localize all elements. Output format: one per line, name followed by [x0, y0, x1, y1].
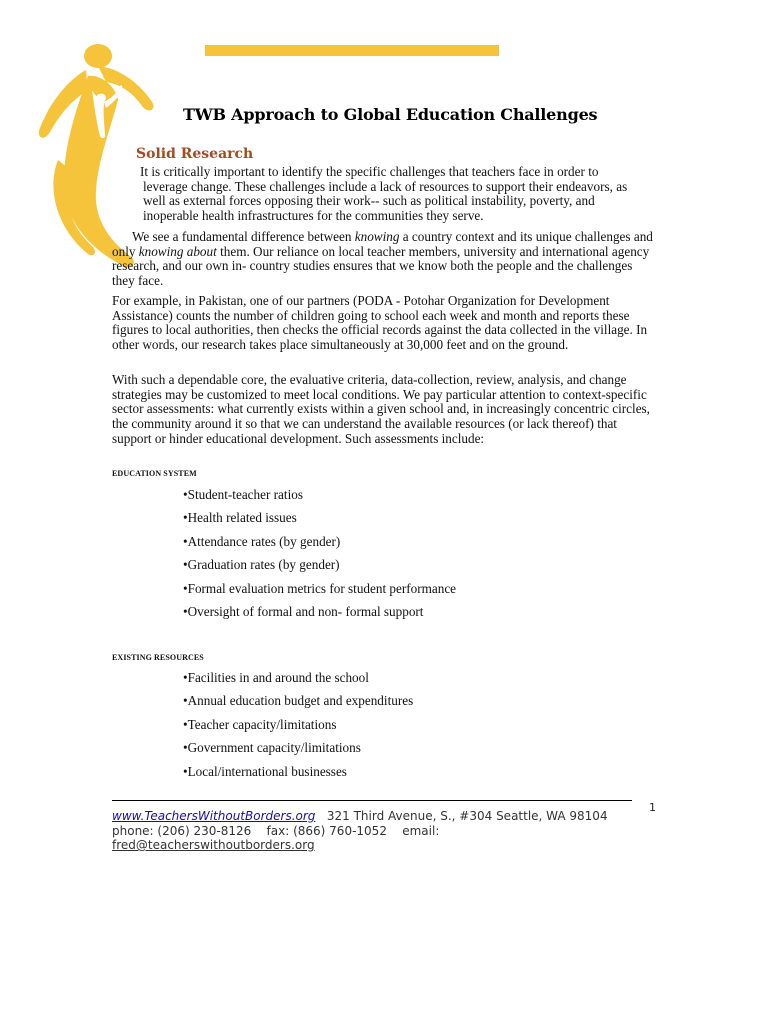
education-system-label: EDUCATION SYSTEM	[112, 469, 197, 478]
text-run: them. Our reliance on local teacher members, university and international agency research, and our own in- country studies ensures that we know both the people and the challenges they face.	[112, 243, 650, 289]
list-item: •Health related issues	[183, 510, 297, 526]
footer-contact	[112, 809, 632, 853]
education-system-list	[183, 487, 456, 627]
intro-line: well as external forces opposing their work-- such as political instability, poverty, and	[143, 193, 595, 209]
list-item: •Government capacity/limitations	[183, 740, 361, 756]
intro-line: leverage change. These challenges include a lack of resources to support their endeavors, as	[143, 178, 628, 194]
section-heading: Solid Research	[136, 146, 254, 162]
page-number: 1	[649, 801, 656, 814]
list-item: •Local/international businesses	[183, 763, 347, 779]
footer-divider	[112, 800, 632, 801]
text-run: a country context and its unique challenges and only	[112, 229, 653, 259]
email-label: email:	[402, 823, 440, 838]
knowing-paragraph	[112, 230, 657, 289]
list-item: •Facilities in and around the school	[183, 670, 369, 685]
email-link[interactable]: fred@teacherswithoutborders.org	[112, 838, 315, 852]
list-item: •Annual education budget and expenditures	[183, 693, 414, 709]
address-text: 321 Third Avenue, S., #304 Seattle, WA 98104	[326, 809, 608, 823]
list-item: •Oversight of formal and non- formal support	[183, 603, 424, 619]
intro-paragraph	[140, 165, 660, 224]
fax-number: (866) 760-1052	[293, 823, 387, 838]
intro-line: inoperable health infrastructures for the communities they serve.	[143, 208, 484, 224]
existing-resources-label: EXISTING RESOURCES	[112, 653, 204, 662]
website-link[interactable]: www.TeachersWithoutBorders.org	[112, 809, 316, 823]
list-item: •Attendance rates (by gender)	[183, 533, 341, 549]
phone-text: phone: (206) 230-8126	[112, 823, 252, 838]
emphasis-knowing-about: knowing about	[138, 243, 217, 259]
list-item: •Teacher capacity/limitations	[183, 716, 337, 732]
header-accent-bar	[205, 45, 499, 56]
pakistan-example-paragraph: For example, in Pakistan, one of our partners (PODA - Potohar Organization for Development Assistance) counts the number of children going to school each week and month and reports these figures to local authorities, then checks the official records against the data collected in the village. In other words, our research takes place simultaneously at 30,000 feet and on the ground.	[112, 293, 648, 353]
assessment-paragraph: With such a dependable core, the evaluative criteria, data-collection, review, analysis, and change strategies may be customized to meet local conditions. We pay particular attention to context-specific sector assessments: what currently exists within a given school and, in increasingly concentric circles, the community around it so that we can understand the available resources (or lack thereof) that support or hinder educational development. Such assessments include:	[112, 372, 650, 446]
text-run: We see a fundamental difference between	[132, 229, 355, 244]
page-title: TWB Approach to Global Education Challenges	[183, 105, 598, 124]
list-item: •Student-teacher ratios	[183, 487, 303, 502]
emphasis-knowing: knowing	[354, 229, 400, 244]
list-item: •Graduation rates (by gender)	[183, 557, 340, 573]
list-item: •Formal evaluation metrics for student performance	[183, 580, 457, 596]
existing-resources-list	[183, 670, 413, 787]
fax-label: fax:	[266, 823, 290, 838]
intro-line: It is critically important to identify the specific challenges that teachers face in order to	[140, 164, 599, 179]
